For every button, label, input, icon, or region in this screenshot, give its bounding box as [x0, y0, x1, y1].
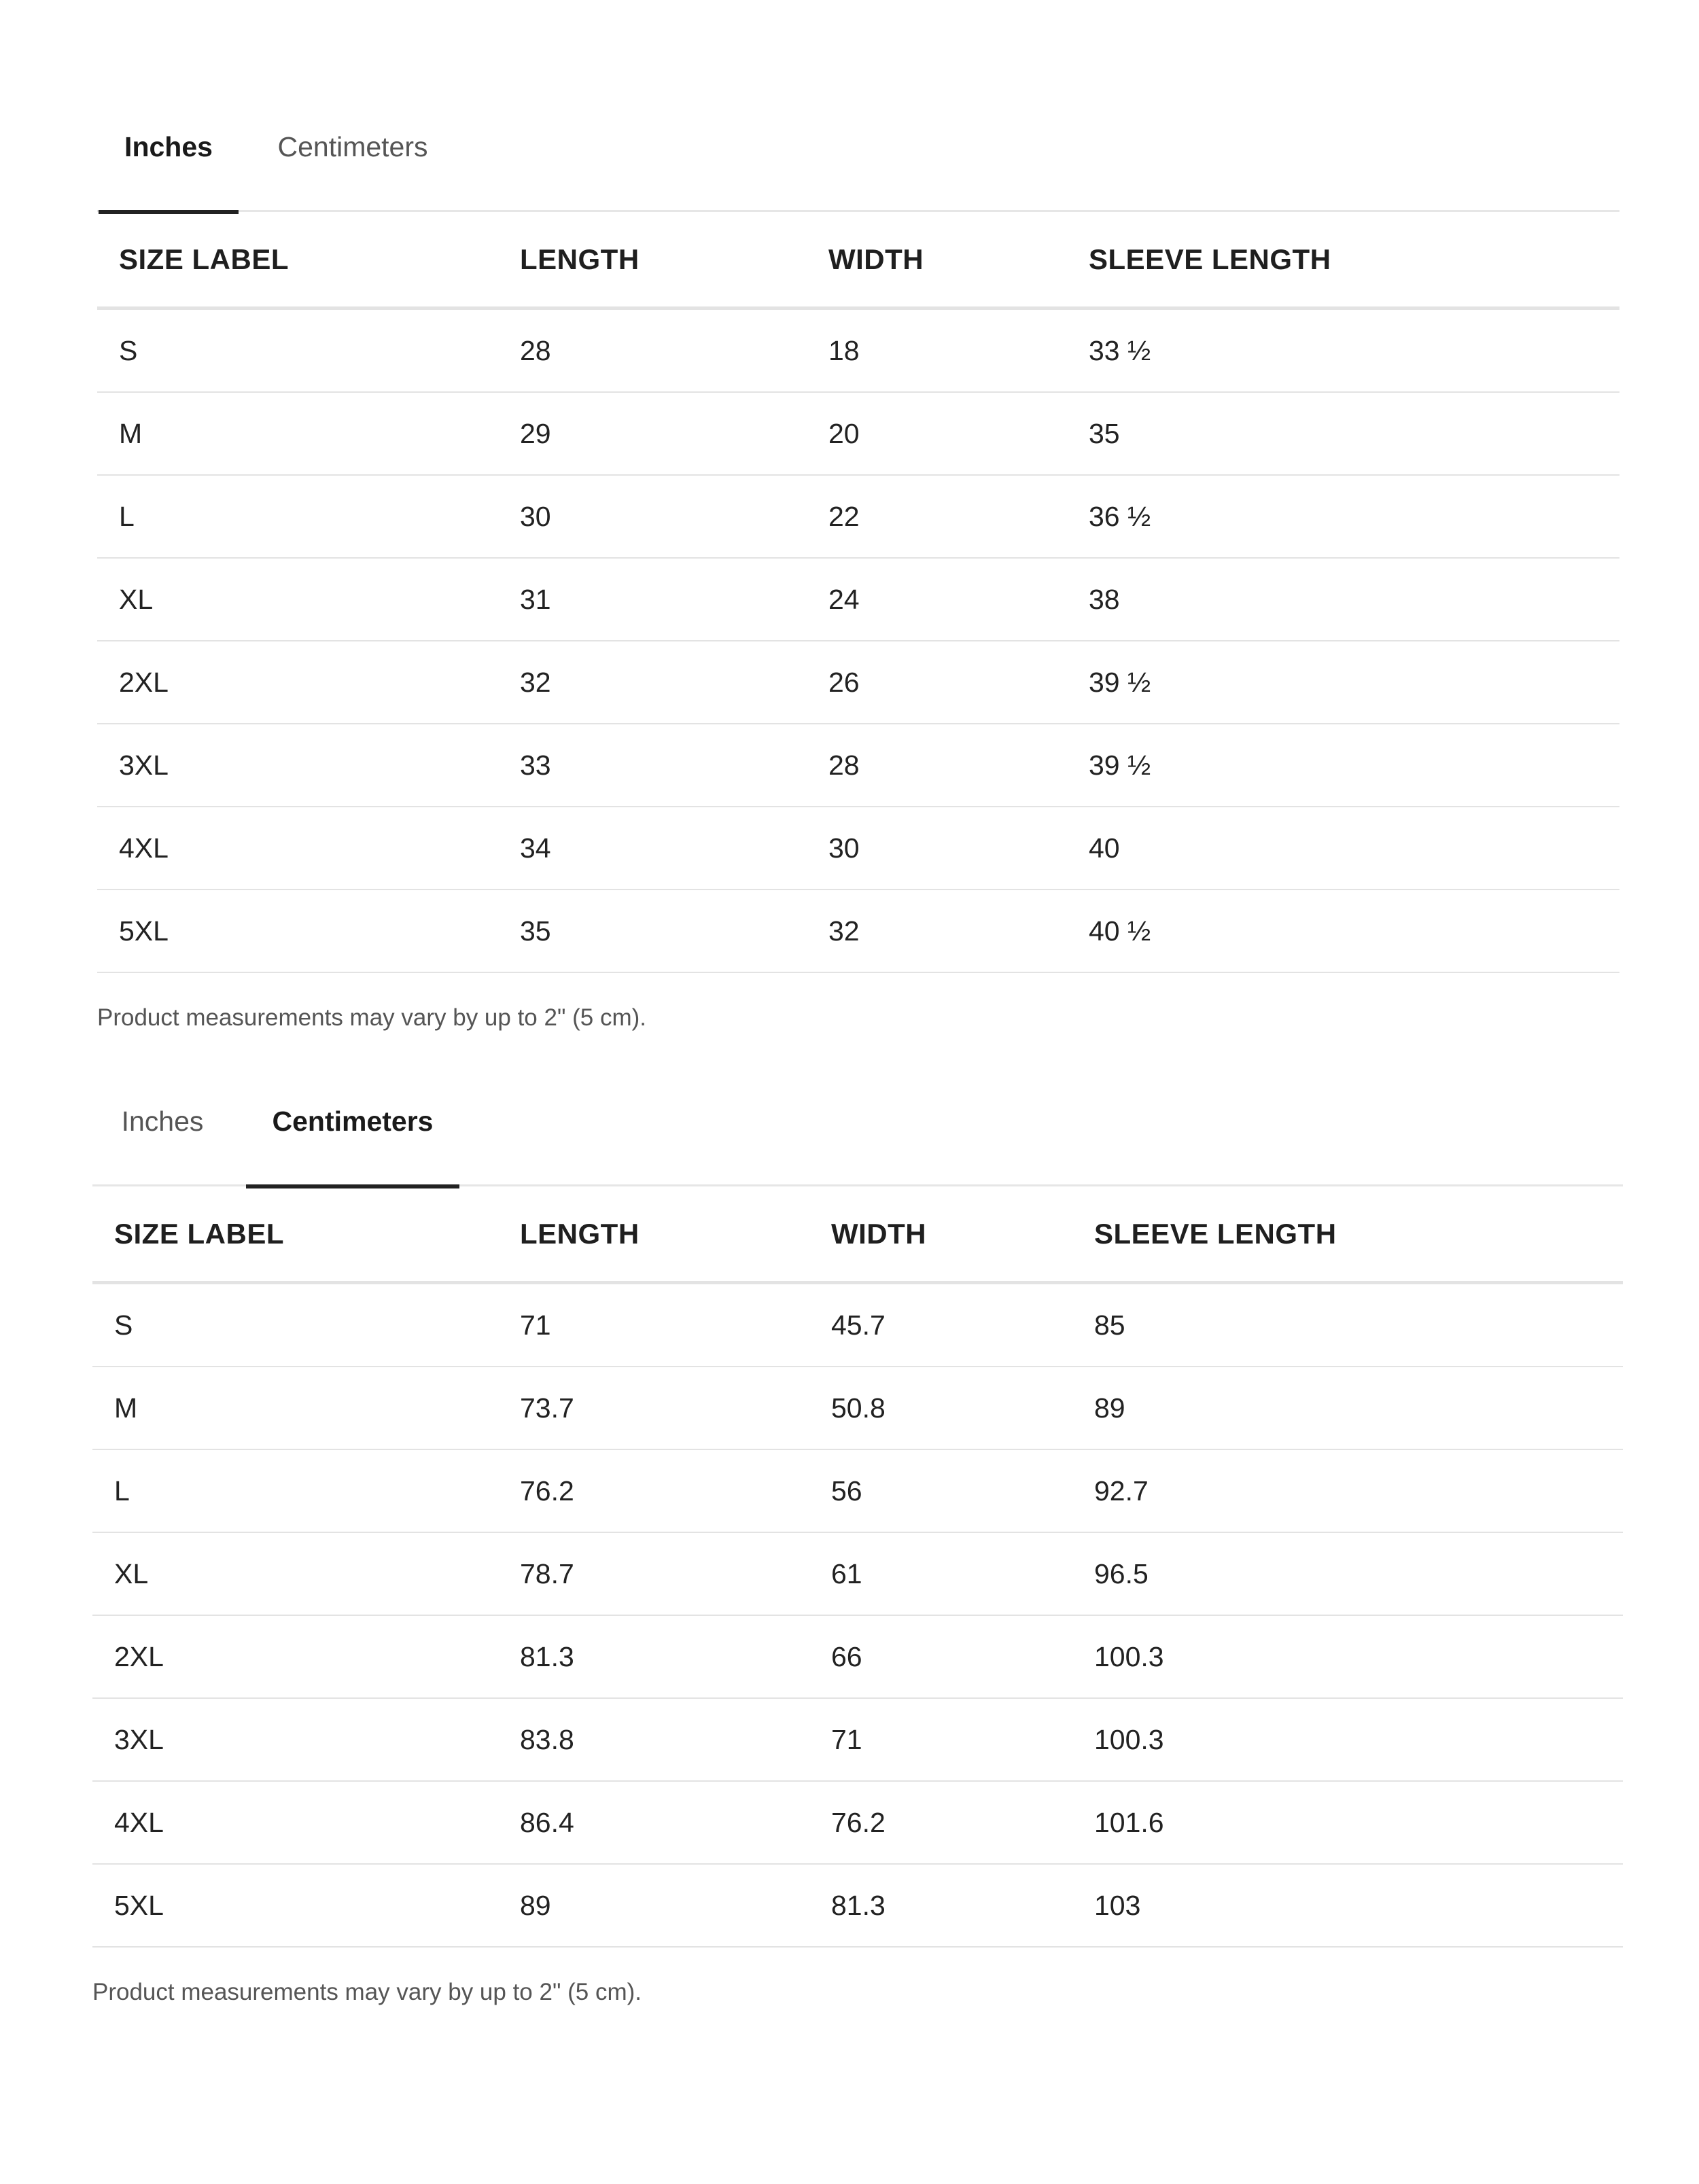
- cell-width: 50.8: [831, 1392, 886, 1424]
- measurement-note: Product measurements may vary by up to 2" (5 cm).: [97, 1004, 646, 1031]
- table-row: [97, 724, 1619, 807]
- cell-size-label: 3XL: [119, 749, 169, 781]
- cell-width: 24: [828, 583, 860, 615]
- cell-sleeve-length: 39 ½: [1089, 749, 1151, 781]
- cell-length: 34: [520, 832, 551, 864]
- cell-sleeve-length: 100.3: [1094, 1640, 1164, 1672]
- cell-length: 35: [520, 915, 551, 947]
- cell-width: 81.3: [831, 1889, 886, 1921]
- cell-sleeve-length: 96.5: [1094, 1557, 1149, 1589]
- table-row: [92, 1450, 1623, 1533]
- table-row: [97, 559, 1619, 641]
- table-row: [92, 1533, 1623, 1616]
- table-row: [92, 1284, 1623, 1367]
- cell-size-label: 2XL: [114, 1640, 164, 1672]
- cell-sleeve-length: 40 ½: [1089, 915, 1151, 947]
- cell-width: 30: [828, 832, 860, 864]
- table-row: [92, 1782, 1623, 1865]
- cell-sleeve-length: 100.3: [1094, 1723, 1164, 1755]
- tab-inches[interactable]: Inches: [99, 95, 239, 212]
- cell-size-label: L: [119, 500, 135, 532]
- cell-sleeve-length: 103: [1094, 1889, 1141, 1921]
- cell-width: 18: [828, 334, 860, 366]
- table-row: [97, 641, 1619, 724]
- cell-length: 78.7: [520, 1557, 574, 1589]
- cell-sleeve-length: 92.7: [1094, 1475, 1149, 1507]
- column-header-sleeve-length: SLEEVE LENGTH: [1094, 1217, 1337, 1250]
- cell-width: 76.2: [831, 1806, 886, 1838]
- cell-width: 22: [828, 500, 860, 532]
- cell-sleeve-length: 101.6: [1094, 1806, 1164, 1838]
- cell-length: 73.7: [520, 1392, 574, 1424]
- cell-sleeve-length: 40: [1089, 832, 1120, 864]
- cell-length: 86.4: [520, 1806, 574, 1838]
- cell-width: 20: [828, 417, 860, 449]
- table-row: [97, 393, 1619, 476]
- cell-length: 81.3: [520, 1640, 574, 1672]
- column-header-size-label: SIZE LABEL: [119, 243, 290, 275]
- cell-length: 28: [520, 334, 551, 366]
- table-header-row: [92, 1186, 1623, 1284]
- cell-width: 71: [831, 1723, 862, 1755]
- cell-size-label: 2XL: [119, 666, 169, 698]
- tab-centimeters[interactable]: Centimeters: [246, 1070, 459, 1186]
- cell-length: 31: [520, 583, 551, 615]
- unit-tabs: [92, 1070, 1623, 1186]
- cell-sleeve-length: 35: [1089, 417, 1120, 449]
- cell-sleeve-length: 36 ½: [1089, 500, 1151, 532]
- cell-sleeve-length: 39 ½: [1089, 666, 1151, 698]
- cell-size-label: 3XL: [114, 1723, 164, 1755]
- column-header-length: LENGTH: [520, 1217, 640, 1250]
- cell-sleeve-length: 38: [1089, 583, 1120, 615]
- cell-length: 29: [520, 417, 551, 449]
- cell-length: 32: [520, 666, 551, 698]
- cell-size-label: XL: [119, 583, 154, 615]
- cell-size-label: 4XL: [119, 832, 169, 864]
- cell-length: 71: [520, 1309, 551, 1341]
- cell-size-label: L: [114, 1475, 130, 1507]
- cell-sleeve-length: 85: [1094, 1309, 1125, 1341]
- cell-length: 89: [520, 1889, 551, 1921]
- table-row: [97, 476, 1619, 559]
- tab-centimeters[interactable]: Centimeters: [277, 131, 428, 162]
- cell-sleeve-length: 89: [1094, 1392, 1125, 1424]
- cell-size-label: 5XL: [119, 915, 169, 947]
- column-header-width: WIDTH: [828, 243, 924, 275]
- cell-sleeve-length: 33 ½: [1089, 334, 1151, 366]
- cell-length: 83.8: [520, 1723, 574, 1755]
- cell-width: 45.7: [831, 1309, 886, 1341]
- cell-width: 28: [828, 749, 860, 781]
- size-chart-centimeters: [92, 1070, 1623, 2006]
- column-header-width: WIDTH: [831, 1217, 927, 1250]
- column-header-length: LENGTH: [520, 243, 640, 275]
- cell-size-label: M: [119, 417, 143, 449]
- table-row: [92, 1367, 1623, 1450]
- cell-width: 26: [828, 666, 860, 698]
- cell-width: 61: [831, 1557, 862, 1589]
- measurement-note: Product measurements may vary by up to 2" (5 cm).: [92, 1979, 642, 2005]
- cell-size-label: XL: [114, 1557, 149, 1589]
- cell-width: 56: [831, 1475, 862, 1507]
- cell-size-label: S: [114, 1309, 133, 1341]
- column-header-sleeve-length: SLEEVE LENGTH: [1089, 243, 1331, 275]
- table-row: [92, 1699, 1623, 1782]
- tab-inches[interactable]: Inches: [121, 1106, 204, 1137]
- cell-size-label: 5XL: [114, 1889, 164, 1921]
- table-row: [92, 1865, 1623, 1948]
- cell-size-label: M: [114, 1392, 138, 1424]
- column-header-size-label: SIZE LABEL: [114, 1217, 285, 1250]
- unit-tabs: [97, 95, 1619, 212]
- cell-size-label: 4XL: [114, 1806, 164, 1838]
- table-row: [92, 1616, 1623, 1699]
- table-header-row: [97, 212, 1619, 310]
- cell-length: 76.2: [520, 1475, 574, 1507]
- cell-length: 30: [520, 500, 551, 532]
- table-row: [97, 310, 1619, 393]
- table-row: [97, 890, 1619, 973]
- cell-width: 32: [828, 915, 860, 947]
- cell-length: 33: [520, 749, 551, 781]
- size-chart-inches: [97, 95, 1619, 1032]
- table-row: [97, 807, 1619, 890]
- cell-size-label: S: [119, 334, 138, 366]
- cell-width: 66: [831, 1640, 862, 1672]
